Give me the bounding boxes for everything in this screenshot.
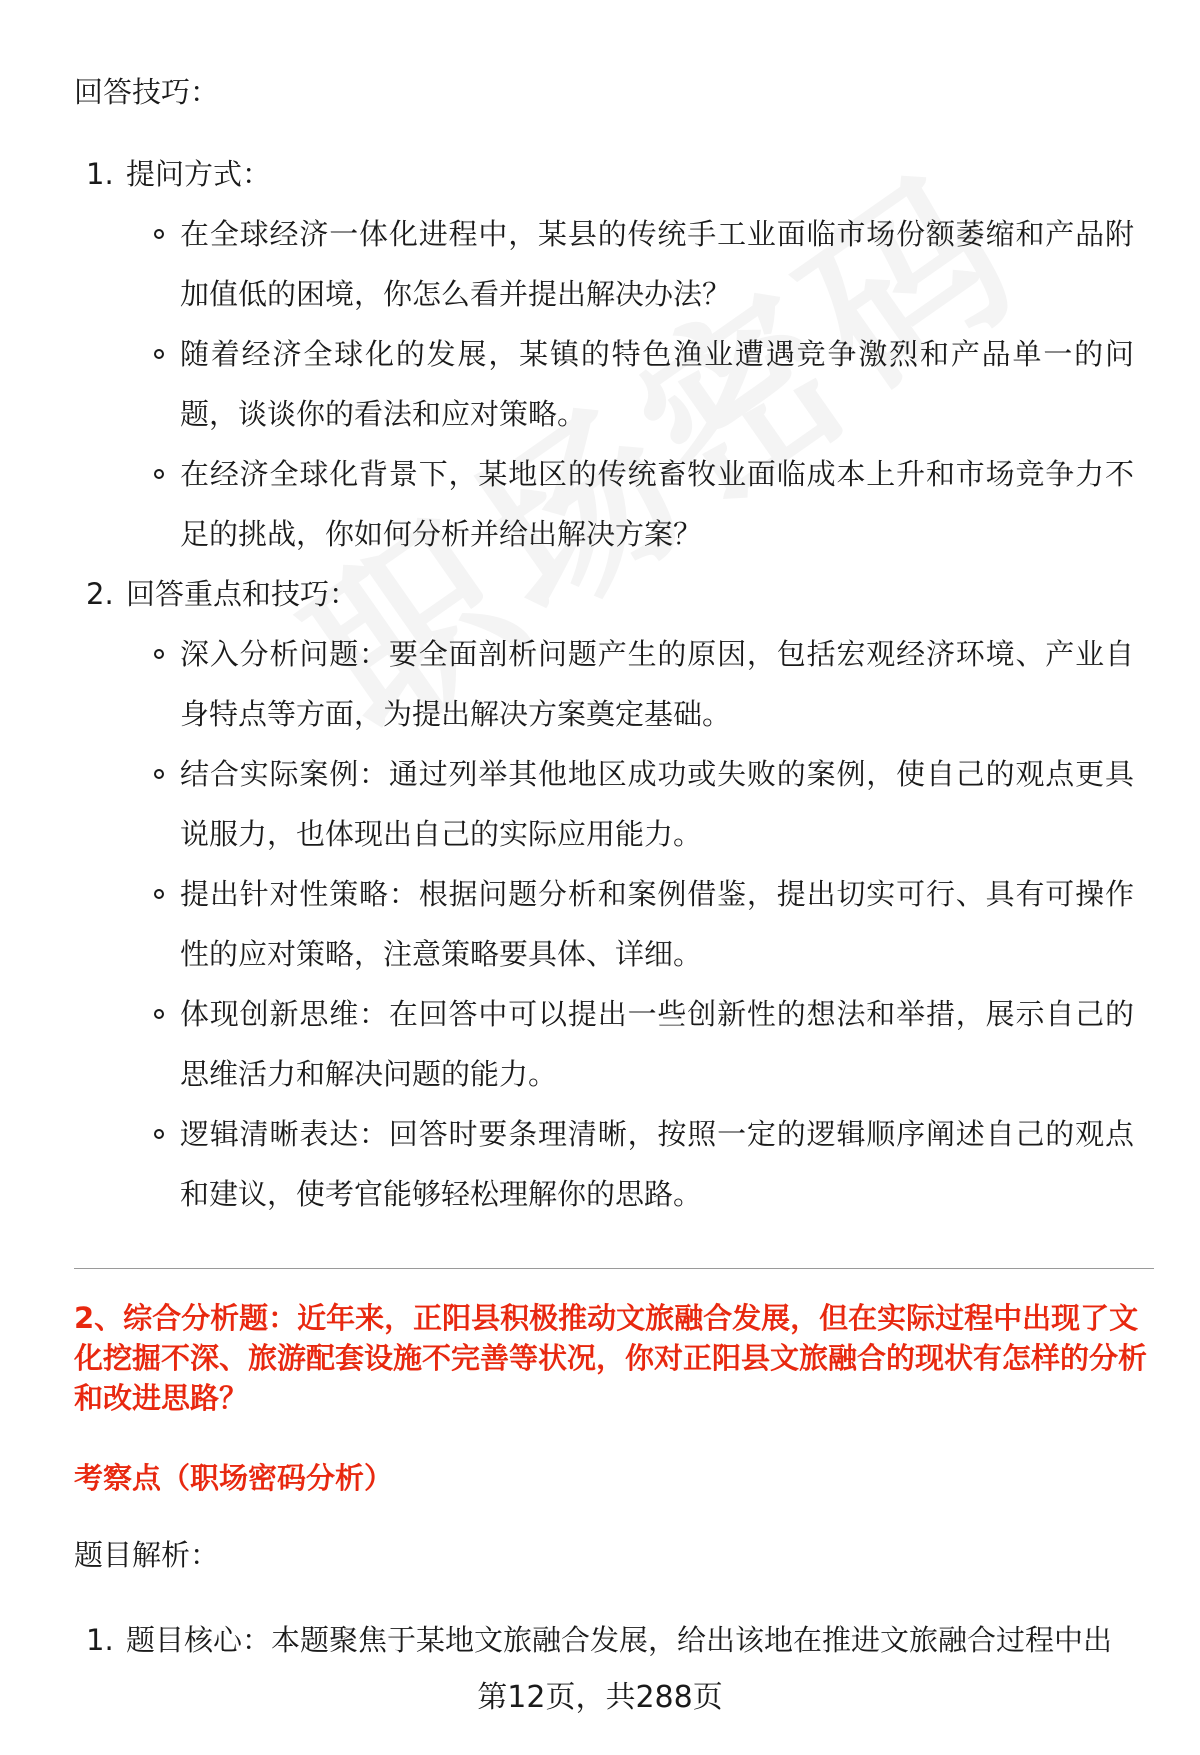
- bullet-text: 随着经济全球化的发展，某镇的特色渔业遭遇竞争激烈和产品单一的问题，谈谈你的看法和应对策略。: [180, 337, 1134, 431]
- list-item-answer-focus: [74, 564, 1134, 1224]
- question-styles-bullets: [126, 204, 1134, 564]
- circle-bullet-icon: [154, 649, 164, 659]
- bullet-item: [126, 1104, 1134, 1224]
- bullet-text: 深入分析问题：要全面剖析问题产生的原因，包括宏观经济环境、产业自身特点等方面，为提出解决方案奠定基础。: [180, 637, 1134, 731]
- list-number: 2.: [86, 577, 114, 611]
- list-item-question-styles: [74, 144, 1134, 564]
- list-item-label: 回答重点和技巧：: [126, 577, 359, 611]
- circle-bullet-icon: [154, 229, 164, 239]
- bullet-text: 逻辑清晰表达：回答时要条理清晰，按照一定的逻辑顺序阐述自己的观点和建议，使考官能够轻松理解你的思路。: [180, 1117, 1134, 1211]
- bullet-item: [126, 204, 1134, 324]
- bullet-text: 提出针对性策略：根据问题分析和案例借鉴，提出切实可行、具有可操作性的应对策略，注意策略要具体、详细。: [180, 877, 1134, 971]
- tips-list: [74, 144, 1134, 1224]
- circle-bullet-icon: [154, 349, 164, 359]
- circle-bullet-icon: [154, 1129, 164, 1139]
- bullet-item: [126, 864, 1134, 984]
- list-item: [74, 1610, 1154, 1670]
- bullet-item: [126, 624, 1134, 744]
- answer-tips-heading: 回答技巧：: [74, 75, 220, 109]
- main-content: [74, 62, 1134, 1224]
- answer-focus-bullets: [126, 624, 1134, 1224]
- bullet-text: 体现创新思维：在回答中可以提出一些创新性的想法和举措，展示自己的思维活力和解决问题的能力。: [180, 997, 1134, 1091]
- list-number: 1.: [86, 157, 114, 191]
- circle-bullet-icon: [154, 889, 164, 899]
- list-item-label: 提问方式：: [126, 157, 272, 191]
- circle-bullet-icon: [154, 769, 164, 779]
- circle-bullet-icon: [154, 1009, 164, 1019]
- analysis-list: [74, 1610, 1154, 1670]
- page-footer: 第12页，共288页: [0, 1678, 1200, 1718]
- timu-jiexi-heading: 题目解析：: [74, 1538, 220, 1572]
- list-number: 1.: [86, 1623, 114, 1657]
- question-heading: 2、综合分析题：近年来，正阳县积极推动文旅融合发展，但在实际过程中出现了文化挖掘不深、旅游配套设施不完善等状况，你对正阳县文旅融合的现状有怎样的分析和改进思路？: [74, 1301, 1148, 1415]
- bullet-item: [126, 324, 1134, 444]
- list-item-text: 题目核心：本题聚焦于某地文旅融合发展，给出该地在推进文旅融合过程中出: [126, 1623, 1113, 1657]
- kaochadian-heading: 考察点（职场密码分析）: [74, 1461, 394, 1495]
- bullet-item: [126, 984, 1134, 1104]
- circle-bullet-icon: [154, 469, 164, 479]
- bullet-item: [126, 444, 1134, 564]
- bullet-text: 在经济全球化背景下，某地区的传统畜牧业面临成本上升和市场竞争力不足的挑战，你如何分析并给出解决方案？: [180, 457, 1134, 551]
- bullet-text: 结合实际案例：通过列举其他地区成功或失败的案例，使自己的观点更具说服力，也体现出自己的实际应用能力。: [180, 757, 1134, 851]
- bullet-text: 在全球经济一体化进程中，某县的传统手工业面临市场份额萎缩和产品附加值低的困境，你怎么看并提出解决办法？: [180, 217, 1134, 311]
- bullet-item: [126, 744, 1134, 864]
- section-divider: [74, 1268, 1154, 1269]
